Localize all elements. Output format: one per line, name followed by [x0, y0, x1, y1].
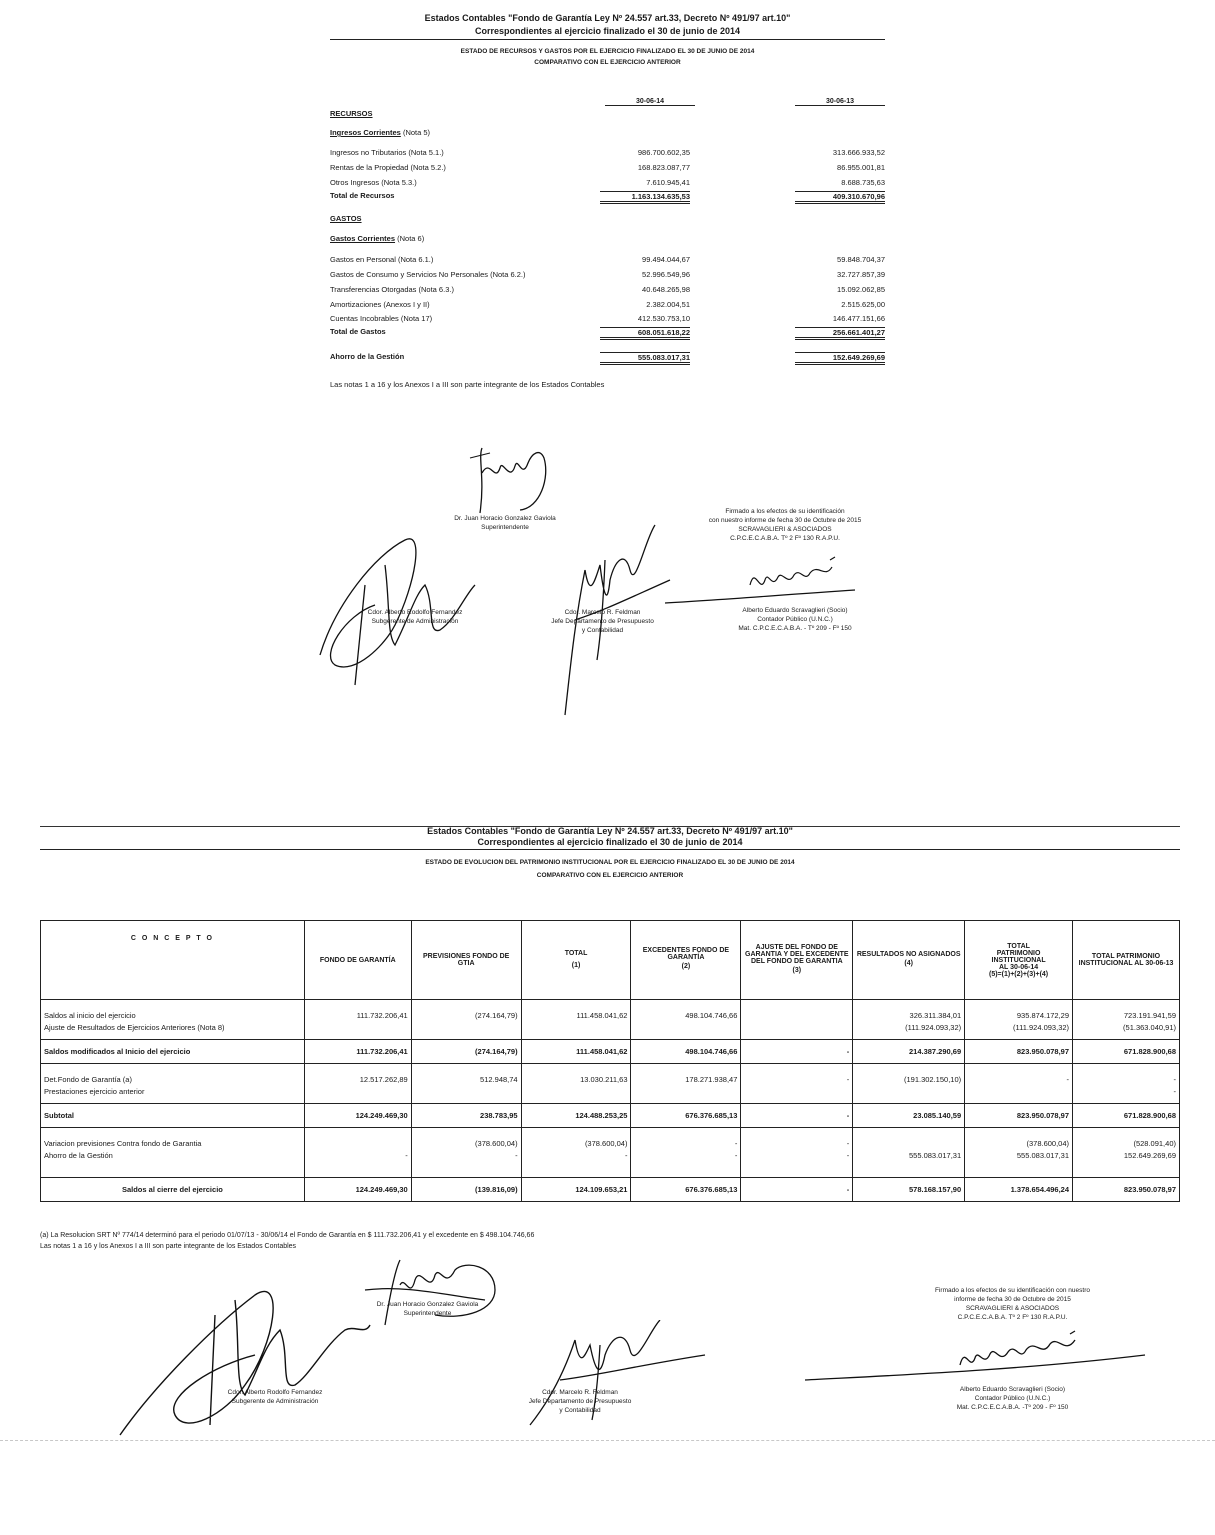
- row-value-2014: 7.610.945,41: [646, 178, 690, 187]
- concepto-line: Prestaciones ejercicio anterior: [44, 1087, 145, 1096]
- gastos-corrientes-title: Gastos Corrientes: [330, 234, 396, 243]
- row-label: Amortizaciones (Anexos I y II): [330, 300, 430, 309]
- row-concepto: [41, 1040, 305, 1064]
- recursos-title: RECURSOS: [330, 109, 373, 118]
- col-excedentes-num: (2): [681, 963, 691, 970]
- cell-value: [308, 1138, 408, 1150]
- cell-value: -: [846, 1075, 850, 1084]
- cell-value: 111.732.206,41: [356, 1047, 408, 1056]
- cell-value: 935.874.172,29: [1016, 1011, 1070, 1020]
- cell-value: -: [846, 1047, 850, 1056]
- row-value-2013: 32.727.857,39: [837, 270, 885, 279]
- firmado-line: C.P.C.E.C.A.B.A. Tº 2 Fº 130 R.A.P.U.: [730, 535, 840, 542]
- concepto-line: Det.Fondo de Garantía (a): [44, 1075, 132, 1084]
- ajuste-value: [741, 1040, 853, 1064]
- row-concepto: [41, 1178, 305, 1202]
- cell-value: [634, 1086, 737, 1098]
- previsiones-value: [411, 1040, 521, 1064]
- col-header-2013: 30-06-13: [795, 98, 885, 106]
- total-value: [521, 1178, 631, 1202]
- page1-subtitle-line2: COMPARATIVO CON EL EJERCICIO ANTERIOR: [534, 59, 681, 66]
- ingresos-corrientes-note: (Nota 5): [400, 128, 431, 137]
- firmado-line: SCRAVAGLIERI & ASOCIADOS: [965, 1305, 1060, 1312]
- row-label: Ahorro de la Gestión: [330, 352, 405, 361]
- signature-block-jefe-p2: [505, 1388, 655, 1415]
- cell-value: (111.924.093,32): [1013, 1023, 1070, 1032]
- concepto-line: Saldos modificados al Inicio del ejercicio: [44, 1047, 191, 1056]
- signer-matricula: Mat. C.P.C.E.C.A.B.A. - Tº 209 - Fº 150: [738, 625, 852, 632]
- cell-value: -: [1173, 1075, 1176, 1084]
- scan-dotted-line: [0, 1440, 1215, 1441]
- cell-value: -: [846, 1185, 850, 1194]
- gastos-row: [330, 270, 885, 281]
- signature-socio-p2: [800, 1330, 1150, 1385]
- row-value-2013: 59.848.704,37: [837, 255, 885, 264]
- row-value-2014: 2.382.004,51: [646, 300, 690, 309]
- total-patrimonio-13-value: [1073, 1104, 1180, 1128]
- concepto-line: Saldos al cierre del ejercicio: [121, 1185, 223, 1194]
- ahorro-row: [330, 352, 885, 363]
- total-value: [521, 1128, 631, 1178]
- gastos-corrientes-note: (Nota 6): [395, 234, 425, 243]
- excedentes-value: [631, 1000, 741, 1040]
- resultados-value: [853, 1128, 965, 1178]
- ingresos-corrientes-title: Ingresos Corrientes: [330, 128, 401, 137]
- tp14-line: PATRIMONIO: [996, 949, 1041, 957]
- page2-subtitle: [40, 856, 1180, 882]
- col-ajuste-label: AJUSTE DEL FONDO DE GARANTIA Y DEL EXCEDENTE DEL FONDO DE GARANTIA: [745, 943, 849, 965]
- row-value-2014: 1.163.134.635,53: [600, 191, 690, 204]
- recursos-row: [330, 163, 885, 174]
- signature-subgerente-p2: [115, 1275, 375, 1440]
- cell-value: 671.828.900,68: [1123, 1047, 1176, 1056]
- firmado-line: Firmado a los efectos de su identificación con nuestro: [934, 1287, 1090, 1294]
- table-row: [41, 1178, 1180, 1202]
- cell-value: 23.085.140,59: [913, 1111, 962, 1120]
- total-patrimonio-14-value: [965, 1128, 1073, 1178]
- table-row: [41, 1000, 1180, 1040]
- fondo-value: [304, 1104, 411, 1128]
- recursos-row: [330, 178, 885, 189]
- firmado-line: C.P.C.E.C.A.B.A. Tº 2 Fº 130 R.A.P.U.: [957, 1314, 1068, 1321]
- row-value-2014: 986.700.602,35: [637, 148, 690, 157]
- row-label: Cuentas Incobrables (Nota 17): [330, 314, 433, 323]
- signer-title: Jefe Departamento de Presupuesto: [551, 618, 654, 625]
- table-row: [41, 1104, 1180, 1128]
- page1-header: [330, 12, 885, 40]
- cell-value: [525, 1022, 628, 1034]
- col-resultados-num: (4): [904, 959, 913, 967]
- gastos-row: [330, 255, 885, 266]
- concepto-line: Ahorro de la Gestión: [44, 1151, 113, 1160]
- col-excedentes-label: EXCEDENTES FONDO DE GARANTÍA: [642, 947, 730, 961]
- gastos-corrientes-heading: [330, 234, 424, 243]
- cell-value: [744, 1086, 849, 1098]
- cell-value: 124.249.469,30: [355, 1185, 408, 1194]
- page1-subtitle-line1: ESTADO DE RECURSOS Y GASTOS POR EL EJERCICIO FINALIZADO EL 30 DE JUNIO DE 2014: [460, 48, 755, 55]
- signer-title: Superintendente: [481, 524, 529, 531]
- cell-value: (378.600,04): [584, 1139, 628, 1148]
- page1-subtitle: [330, 46, 885, 68]
- cell-value: (378.600,04): [1026, 1139, 1070, 1148]
- cell-value: [744, 1010, 849, 1022]
- cell-value: -: [734, 1151, 738, 1160]
- page1-header-line1: Estados Contables "Fondo de Garantía Ley Nº 24.557 art.33, Decreto Nº 491/97 art.10": [424, 13, 791, 23]
- row-value-2014: 52.996.549,96: [642, 270, 690, 279]
- row-value-2013: 409.310.670,96: [795, 191, 885, 204]
- previsiones-value: [411, 1064, 521, 1104]
- signature-socio-p1: [660, 555, 860, 610]
- cell-value: (528.091,40): [1133, 1139, 1176, 1148]
- previsiones-value: [411, 1128, 521, 1178]
- signature-block-jefe-p1: [535, 608, 670, 635]
- cell-value: 12.517.262,89: [359, 1075, 408, 1084]
- row-label: Rentas de la Propiedad (Nota 5.2.): [330, 163, 446, 172]
- col-concepto: C O N C E P T O: [41, 921, 305, 1000]
- tp14-line: AL 30-06-14: [998, 963, 1039, 971]
- signer-title-2: y Contabilidad: [559, 1407, 601, 1414]
- page1-notes: Las notas 1 a 16 y los Anexos I a III son parte integrante de los Estados Contables: [330, 380, 605, 389]
- ingresos-corrientes-heading: [330, 128, 430, 137]
- signature-block-subgerente-p1: [355, 608, 475, 626]
- cell-value: 676.376.685,13: [685, 1111, 738, 1120]
- cell-value: 178.271.938,47: [685, 1075, 738, 1084]
- excedentes-value: [631, 1178, 741, 1202]
- previsiones-value: [411, 1000, 521, 1040]
- row-label: Total de Gastos: [330, 327, 386, 336]
- total-patrimonio-14-value: [965, 1064, 1073, 1104]
- cell-value: 124.109.653,21: [575, 1185, 628, 1194]
- signer-name: Alberto Eduardo Scravaglieri (Socio): [742, 607, 848, 614]
- resultados-value: [853, 1104, 965, 1128]
- concepto-line: Saldos al inicio del ejercicio: [44, 1011, 136, 1020]
- fondo-value: [304, 1064, 411, 1104]
- cell-value: (139.816,09): [475, 1185, 518, 1194]
- total-recursos-row: [330, 191, 885, 202]
- cell-value: -: [846, 1139, 850, 1148]
- signature-block-subgerente-p2: [205, 1388, 345, 1406]
- cell-value: 152.649.269,69: [1123, 1151, 1176, 1160]
- previsiones-value: [411, 1178, 521, 1202]
- cell-value: -: [515, 1151, 518, 1160]
- fondo-value: [304, 1178, 411, 1202]
- signer-title: Subgerente de Administración: [231, 1398, 319, 1405]
- cell-value: 214.387.290,69: [908, 1047, 962, 1056]
- total-patrimonio-13-value: [1073, 1000, 1180, 1040]
- page1-header-line2: Correspondientes al ejercicio finalizado el 30 de junio de 2014: [330, 25, 885, 40]
- excedentes-value: [631, 1040, 741, 1064]
- signer-name: Cdor. Alberto Rodolfo Fernandez: [367, 609, 463, 616]
- col-total-num: (1): [571, 962, 581, 969]
- total-gastos-row: [330, 327, 885, 338]
- col-header-2014: 30-06-14: [605, 98, 695, 106]
- row-label: Total de Recursos: [330, 191, 395, 200]
- row-value-2014: 608.051.618,22: [600, 327, 690, 340]
- row-concepto: [41, 1128, 305, 1178]
- gastos-row: [330, 285, 885, 296]
- cell-value: 13.030.211,63: [580, 1075, 628, 1084]
- signer-title: Contador Público (U.N.C.): [757, 616, 833, 623]
- row-value-2014: 555.083.017,31: [600, 352, 690, 365]
- signer-name: Dr. Juan Horacio Gonzalez Gaviola: [454, 515, 556, 522]
- row-concepto: [41, 1000, 305, 1040]
- row-value-2013: 146.477.151,66: [832, 314, 885, 323]
- resultados-value: [853, 1064, 965, 1104]
- col-total-label: TOTAL: [564, 950, 588, 957]
- row-value-2014: 99.494.044,67: [642, 255, 690, 264]
- firmado-line: SCRAVAGLIERI & ASOCIADOS: [738, 526, 832, 533]
- total-value: [521, 1040, 631, 1064]
- ajuste-value: [741, 1104, 853, 1128]
- cell-value: (191.302.150,10): [903, 1075, 962, 1084]
- cell-value: [308, 1086, 408, 1098]
- signer-matricula: Mat. C.P.C.E.C.A.B.A. -Tº 209 - Fº 150: [956, 1404, 1069, 1411]
- signer-name: Cdor. Alberto Rodolfo Fernandez: [227, 1389, 323, 1396]
- footnote-a: (a) La Resolucion SRT Nº 774/14 determinó para el periodo 01/07/13 - 30/06/14 el Fondo de Garantía en $ 111.732.206,41 y el excedente en $ 498.104.746,66: [40, 1232, 535, 1239]
- col-resultados-label: RESULTADOS NO ASIGNADOS: [856, 950, 961, 958]
- evolucion-patrimonio-table: [40, 920, 1180, 1202]
- page2-header-line2: Correspondientes al ejercicio finalizado el 30 de junio de 2014: [477, 837, 743, 847]
- tp14-line: TOTAL: [1007, 942, 1030, 950]
- row-value-2014: 412.530.753,10: [637, 314, 690, 323]
- cell-value: 111.458.041,62: [576, 1047, 628, 1056]
- cell-value: 111.458.041,62: [576, 1011, 628, 1020]
- table-header-row: [41, 921, 1180, 1000]
- cell-value: 823.950.078,97: [1123, 1185, 1176, 1194]
- col-ajuste: [741, 921, 853, 1000]
- cell-value: (274.164,79): [475, 1011, 518, 1020]
- concepto-line: Subtotal: [44, 1111, 74, 1120]
- cell-value: [308, 1022, 408, 1034]
- gastos-row: [330, 314, 885, 325]
- excedentes-value: [631, 1064, 741, 1104]
- cell-value: 671.828.900,68: [1123, 1111, 1176, 1120]
- row-label: Transferencias Otorgadas (Nota 6.3.): [330, 285, 454, 294]
- page2-subtitle-line1: ESTADO DE EVOLUCION DEL PATRIMONIO INSTITUCIONAL POR EL EJERCICIO FINALIZADO EL 30 DE JUNIO DE 2014: [425, 859, 795, 866]
- row-label: Otros Ingresos (Nota 5.3.): [330, 178, 417, 187]
- cell-value: [744, 1022, 849, 1034]
- cell-value: 326.311.384,01: [909, 1011, 962, 1020]
- page2-header: [40, 826, 1180, 848]
- page2-header-line1: Estados Contables "Fondo de Garantía Ley Nº 24.557 art.33, Decreto Nº 491/97 art.10": [427, 826, 793, 836]
- cell-value: -: [1173, 1087, 1176, 1096]
- ajuste-value: [741, 1178, 853, 1202]
- cell-value: -: [624, 1151, 628, 1160]
- total-patrimonio-14-value: [965, 1040, 1073, 1064]
- concepto-line: Variacion previsiones Contra fondo de Garantia: [44, 1139, 202, 1148]
- row-value-2013: 152.649.269,69: [795, 352, 885, 365]
- previsiones-value: [411, 1104, 521, 1128]
- cell-value: 512.948,74: [480, 1075, 518, 1084]
- cell-value: [415, 1022, 518, 1034]
- resultados-value: [853, 1000, 965, 1040]
- signer-name: Cdor. Marcelo R. Feldman: [564, 609, 641, 616]
- col-previsiones: PREVISIONES FONDO DE GTIA: [411, 921, 521, 1000]
- cell-value: 498.104.746,66: [685, 1047, 738, 1056]
- total-patrimonio-13-value: [1073, 1178, 1180, 1202]
- tp14-formula: (5)=(1)+(2)+(3)+(4): [989, 970, 1049, 978]
- total-value: [521, 1064, 631, 1104]
- signer-name: Alberto Eduardo Scravaglieri (Socio): [959, 1386, 1066, 1393]
- recursos-row: [330, 148, 885, 159]
- table-body: [41, 1000, 1180, 1202]
- signer-title: Superintendente: [403, 1310, 452, 1317]
- row-value-2013: 313.666.933,52: [832, 148, 885, 157]
- total-patrimonio-14-value: [965, 1000, 1073, 1040]
- cell-value: [856, 1086, 961, 1098]
- concepto-line: Ajuste de Resultados de Ejercicios Anteriores (Nota 8): [44, 1023, 225, 1032]
- cell-value: 676.376.685,13: [685, 1185, 738, 1194]
- cell-value: -: [405, 1151, 408, 1160]
- firmado-line: informe de fecha 30 de Octubre de 2015: [954, 1296, 1071, 1303]
- row-value-2014: 40.648.265,98: [642, 285, 690, 294]
- row-value-2014: 168.823.087,77: [637, 163, 690, 172]
- ajuste-value: [741, 1128, 853, 1178]
- total-patrimonio-13-value: [1073, 1128, 1180, 1178]
- cell-value: 238.783,95: [480, 1111, 518, 1120]
- cell-value: 555.083.017,31: [1016, 1151, 1070, 1160]
- fondo-value: [304, 1040, 411, 1064]
- page2-header-rule: [40, 849, 1180, 850]
- firmado-line: Firmado a los efectos de su identificación: [725, 508, 845, 515]
- cell-value: -: [846, 1151, 850, 1160]
- row-label: Gastos de Consumo y Servicios No Personales (Nota 6.2.): [330, 270, 526, 279]
- cell-value: [856, 1138, 961, 1150]
- row-concepto: [41, 1104, 305, 1128]
- row-value-2013: 2.515.625,00: [841, 300, 885, 309]
- signer-title-2: y Contabilidad: [581, 627, 624, 634]
- col-ajuste-num: (3): [792, 966, 802, 974]
- row-value-2013: 86.955.001,81: [837, 163, 885, 172]
- resultados-value: [853, 1040, 965, 1064]
- cell-value: 124.488.253,25: [575, 1111, 628, 1120]
- resultados-value: [853, 1178, 965, 1202]
- signer-title: Subgerente de Administración: [371, 618, 459, 625]
- excedentes-value: [631, 1104, 741, 1128]
- total-patrimonio-13-value: [1073, 1064, 1180, 1104]
- ajuste-value: [741, 1000, 853, 1040]
- cell-value: 124.249.469,30: [355, 1111, 408, 1120]
- signature-block-socio-p2: [925, 1385, 1100, 1412]
- tp14-line: INSTITUCIONAL: [991, 956, 1046, 964]
- col-excedentes: [631, 921, 741, 1000]
- total-patrimonio-14-value: [965, 1104, 1073, 1128]
- fondo-value: [304, 1128, 411, 1178]
- col-total-patrimonio-13: TOTAL PATRIMONIO INSTITUCIONAL AL 30-06-13: [1073, 921, 1180, 1000]
- cell-value: [968, 1086, 1069, 1098]
- cell-value: 723.191.941,59: [1123, 1011, 1176, 1020]
- cell-value: -: [846, 1111, 850, 1120]
- row-label: Ingresos no Tributarios (Nota 5.1.): [330, 148, 444, 157]
- signer-title: Contador Público (U.N.C.): [974, 1395, 1051, 1402]
- ajuste-value: [741, 1064, 853, 1104]
- cell-value: 555.083.017,31: [908, 1151, 962, 1160]
- signer-title: Jefe Departamento de Presupuesto: [528, 1398, 632, 1405]
- row-concepto: [41, 1064, 305, 1104]
- signature-block-superintendente-p2: [360, 1300, 495, 1318]
- firmado-line: con nuestro informe de fecha 30 de Octubre de 2015: [708, 517, 862, 524]
- cell-value: -: [734, 1139, 738, 1148]
- signature-block-socio-p1: [705, 606, 885, 633]
- page2-subtitle-line2: COMPARATIVO CON EL EJERCICIO ANTERIOR: [536, 872, 684, 879]
- total-value: [521, 1104, 631, 1128]
- signer-name: Dr. Juan Horacio Gonzalez Gaviola: [376, 1301, 479, 1308]
- signer-name: Cdor. Marcelo R. Feldman: [542, 1389, 618, 1396]
- table-row: [41, 1040, 1180, 1064]
- cell-value: 823.950.078,97: [1016, 1047, 1070, 1056]
- table-row: [41, 1064, 1180, 1104]
- cell-value: [525, 1086, 628, 1098]
- cell-value: -: [1066, 1075, 1070, 1084]
- gastos-row: [330, 300, 885, 311]
- signature-block-firmado-p2: [905, 1286, 1120, 1322]
- col-total-patrimonio-14: [965, 921, 1073, 1000]
- cell-value: [634, 1022, 737, 1034]
- cell-value: [415, 1086, 518, 1098]
- cell-value: (378.600,04): [475, 1139, 518, 1148]
- cell-value: 578.168.157,90: [908, 1185, 962, 1194]
- cell-value: 498.104.746,66: [685, 1011, 738, 1020]
- cell-value: 823.950.078,97: [1016, 1111, 1070, 1120]
- table-row: [41, 1128, 1180, 1178]
- cell-value: 1.378.654.496,24: [1010, 1185, 1070, 1194]
- col-resultados: [853, 921, 965, 1000]
- total-patrimonio-13-value: [1073, 1040, 1180, 1064]
- cell-value: 111.732.206,41: [356, 1011, 408, 1020]
- row-value-2013: 8.688.735,63: [841, 178, 885, 187]
- cell-value: (274.164,79): [475, 1047, 518, 1056]
- col-total: [521, 921, 631, 1000]
- row-value-2013: 15.092.062,85: [837, 285, 885, 294]
- gastos-title: GASTOS: [330, 214, 362, 223]
- total-value: [521, 1000, 631, 1040]
- cell-value: (111.924.093,32): [905, 1023, 962, 1032]
- col-fondo: FONDO DE GARANTÍA: [304, 921, 411, 1000]
- cell-value: (51.363.040,91): [1123, 1023, 1176, 1032]
- total-patrimonio-14-value: [965, 1178, 1073, 1202]
- excedentes-value: [631, 1128, 741, 1178]
- footnote-notas: Las notas 1 a 16 y los Anexos I a III son parte integrante de los Estados Contables: [40, 1243, 297, 1250]
- signature-block-firmado-p1: [690, 507, 880, 543]
- fondo-value: [304, 1000, 411, 1040]
- row-label: Gastos en Personal (Nota 6.1.): [330, 255, 434, 264]
- row-value-2013: 256.661.401,27: [795, 327, 885, 340]
